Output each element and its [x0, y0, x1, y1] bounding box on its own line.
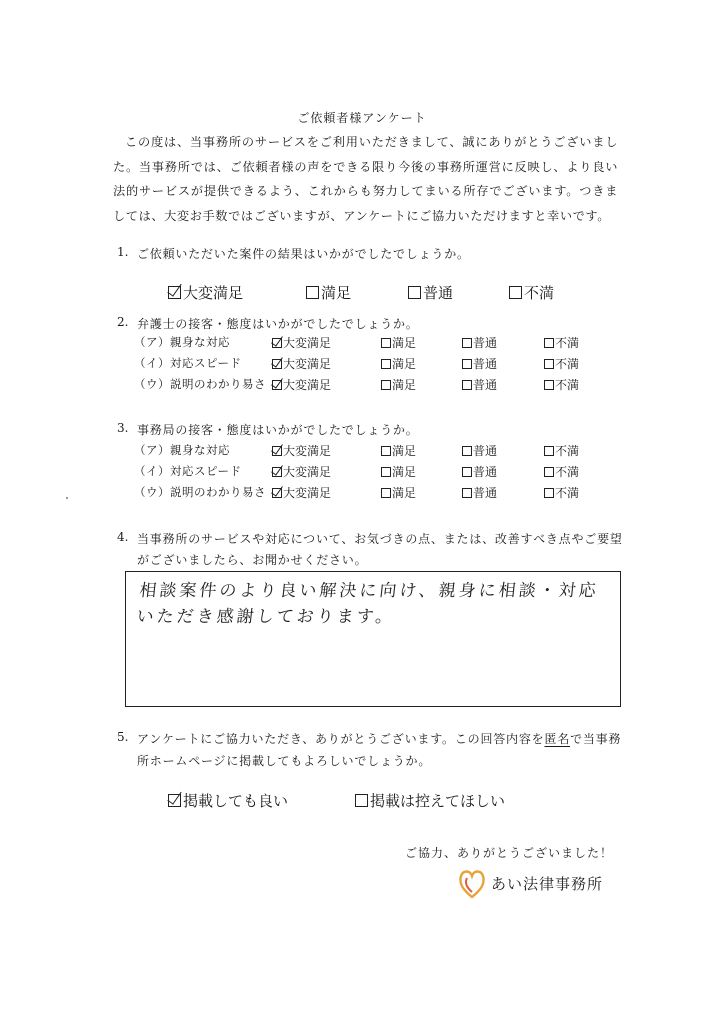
checkbox-icon[interactable]: [462, 338, 472, 348]
q3-row-2-option-3[interactable]: 不満: [544, 484, 579, 501]
checkbox-icon[interactable]: [462, 467, 472, 477]
checkbox-checked-icon[interactable]: [272, 467, 282, 477]
q4-question-line2: がございましたら、お聞かせください。: [137, 553, 368, 567]
checkbox-checked-icon[interactable]: [272, 359, 282, 369]
firm-logo: [457, 866, 603, 900]
q2-row-2-option-0[interactable]: 大変満足: [272, 376, 331, 393]
q2-row-1-option-0[interactable]: 大変満足: [272, 355, 331, 372]
q2-row-2-option-1[interactable]: 満足: [381, 376, 416, 393]
q3-row-0-option-3[interactable]: 不満: [544, 442, 579, 459]
checkbox-icon[interactable]: [355, 794, 368, 807]
checkbox-icon[interactable]: [544, 380, 554, 390]
speck: [66, 497, 68, 499]
q3-row-1-option-3[interactable]: 不満: [544, 463, 579, 480]
q5-question-line2: 所ホームページに掲載してもよろしいでしょうか。: [137, 754, 432, 768]
checkbox-checked-icon[interactable]: [272, 338, 282, 348]
checkbox-icon[interactable]: [381, 488, 391, 498]
checkbox-icon[interactable]: [544, 446, 554, 456]
q3-row-1-option-0[interactable]: 大変満足: [272, 463, 331, 480]
q2-row-0-option-0[interactable]: 大変満足: [272, 334, 331, 351]
checkbox-icon[interactable]: [544, 338, 554, 348]
q1-number: 1.: [117, 245, 129, 259]
q2-row-2-option-2[interactable]: 普通: [462, 376, 497, 393]
firm-name: あい法律事務所: [491, 874, 604, 893]
checkbox-icon[interactable]: [381, 359, 391, 369]
checkbox-icon[interactable]: [462, 488, 472, 498]
checkbox-icon[interactable]: [381, 467, 391, 477]
checkbox-icon[interactable]: [462, 446, 472, 456]
handwritten-answer: 相談案件のより良い解決に向け、親身に相談・対応いただき感謝しております。: [135, 581, 600, 627]
q1-option-2[interactable]: 普通: [408, 282, 453, 303]
q2-number: 2.: [117, 315, 129, 329]
q1-option-0[interactable]: 大変満足: [168, 282, 243, 303]
q3-row-label-1: （イ）対応スピード: [134, 464, 242, 478]
checkbox-icon[interactable]: [544, 488, 554, 498]
q2-row-0-option-1[interactable]: 満足: [381, 334, 416, 351]
q1-option-1[interactable]: 満足: [306, 282, 351, 303]
q2-row-label-2: （ウ）説明のわかり易さ: [134, 377, 266, 391]
checkbox-icon[interactable]: [462, 359, 472, 369]
checkbox-icon[interactable]: [544, 467, 554, 477]
q2-row-label-1: （イ）対応スピード: [134, 356, 242, 370]
thanks-message: ご協力、ありがとうございました！: [405, 846, 614, 860]
page-title: ご依頼者様アンケート: [297, 111, 427, 125]
q3-question: 事務局の接客・態度はいかがでしたでしょうか。: [137, 423, 419, 437]
q3-row-2-option-2[interactable]: 普通: [462, 484, 497, 501]
checkbox-icon[interactable]: [306, 286, 319, 299]
q2-question: 弁護士の接客・態度はいかがでしたでしょうか。: [137, 317, 419, 331]
q3-row-0-option-0[interactable]: 大変満足: [272, 442, 331, 459]
checkbox-icon[interactable]: [408, 286, 421, 299]
checkbox-icon[interactable]: [381, 338, 391, 348]
q4-number: 4.: [117, 530, 129, 544]
checkbox-checked-icon[interactable]: [272, 380, 282, 390]
q5-option-0[interactable]: 掲載しても良い: [168, 790, 288, 811]
checkbox-checked-icon[interactable]: [272, 446, 282, 456]
comment-box[interactable]: [125, 571, 621, 707]
checkbox-checked-icon[interactable]: [168, 794, 181, 807]
heart-logo-icon: [457, 866, 487, 900]
q2-row-2-option-3[interactable]: 不満: [544, 376, 579, 393]
intro-paragraph: この度は、当事務所のサービスをご利用いただきまして、誠にありがとうございました。当事務所では、ご依頼者様の声をできる限り今後の事務所運営に反映し、より良い法的サービスが提供できるよう、これからも努力してまいる所存でございます。つきましては、大変お手数ではございますが、アンケートにご協力いただけますと幸いです。: [113, 135, 618, 223]
q3-row-label-0: （ア）親身な対応: [134, 443, 230, 457]
checkbox-icon[interactable]: [509, 286, 522, 299]
anonymous-emphasis: 匿名: [544, 732, 571, 746]
q3-number: 3.: [117, 421, 129, 435]
q1-question: ご依頼いただいた案件の結果はいかがでしたでしょうか。: [137, 247, 470, 261]
q2-row-1-option-3[interactable]: 不満: [544, 355, 579, 372]
q3-row-0-option-2[interactable]: 普通: [462, 442, 497, 459]
q3-row-1-option-1[interactable]: 満足: [381, 463, 416, 480]
q5-question-line1: アンケートにご協力いただき、ありがとうございます。この回答内容を匿名で当事務: [137, 732, 622, 746]
q2-row-0-option-2[interactable]: 普通: [462, 334, 497, 351]
checkbox-checked-icon[interactable]: [168, 286, 181, 299]
q2-row-0-option-3[interactable]: 不満: [544, 334, 579, 351]
checkbox-icon[interactable]: [381, 380, 391, 390]
q5-number: 5.: [117, 730, 129, 744]
q2-row-1-option-2[interactable]: 普通: [462, 355, 497, 372]
q3-row-2-option-1[interactable]: 満足: [381, 484, 416, 501]
q2-row-label-0: （ア）親身な対応: [134, 335, 230, 349]
q3-row-1-option-2[interactable]: 普通: [462, 463, 497, 480]
checkbox-checked-icon[interactable]: [272, 488, 282, 498]
q3-row-0-option-1[interactable]: 満足: [381, 442, 416, 459]
checkbox-icon[interactable]: [381, 446, 391, 456]
q5-option-1[interactable]: 掲載は控えてほしい: [355, 790, 505, 811]
q2-row-1-option-1[interactable]: 満足: [381, 355, 416, 372]
q1-option-3[interactable]: 不満: [509, 282, 554, 303]
q3-row-2-option-0[interactable]: 大変満足: [272, 484, 331, 501]
q4-question-line1: 当事務所のサービスや対応について、お気づきの点、または、改善すべき点やご要望: [137, 532, 623, 546]
checkbox-icon[interactable]: [462, 380, 472, 390]
checkbox-icon[interactable]: [544, 359, 554, 369]
q3-row-label-2: （ウ）説明のわかり易さ: [134, 485, 266, 499]
